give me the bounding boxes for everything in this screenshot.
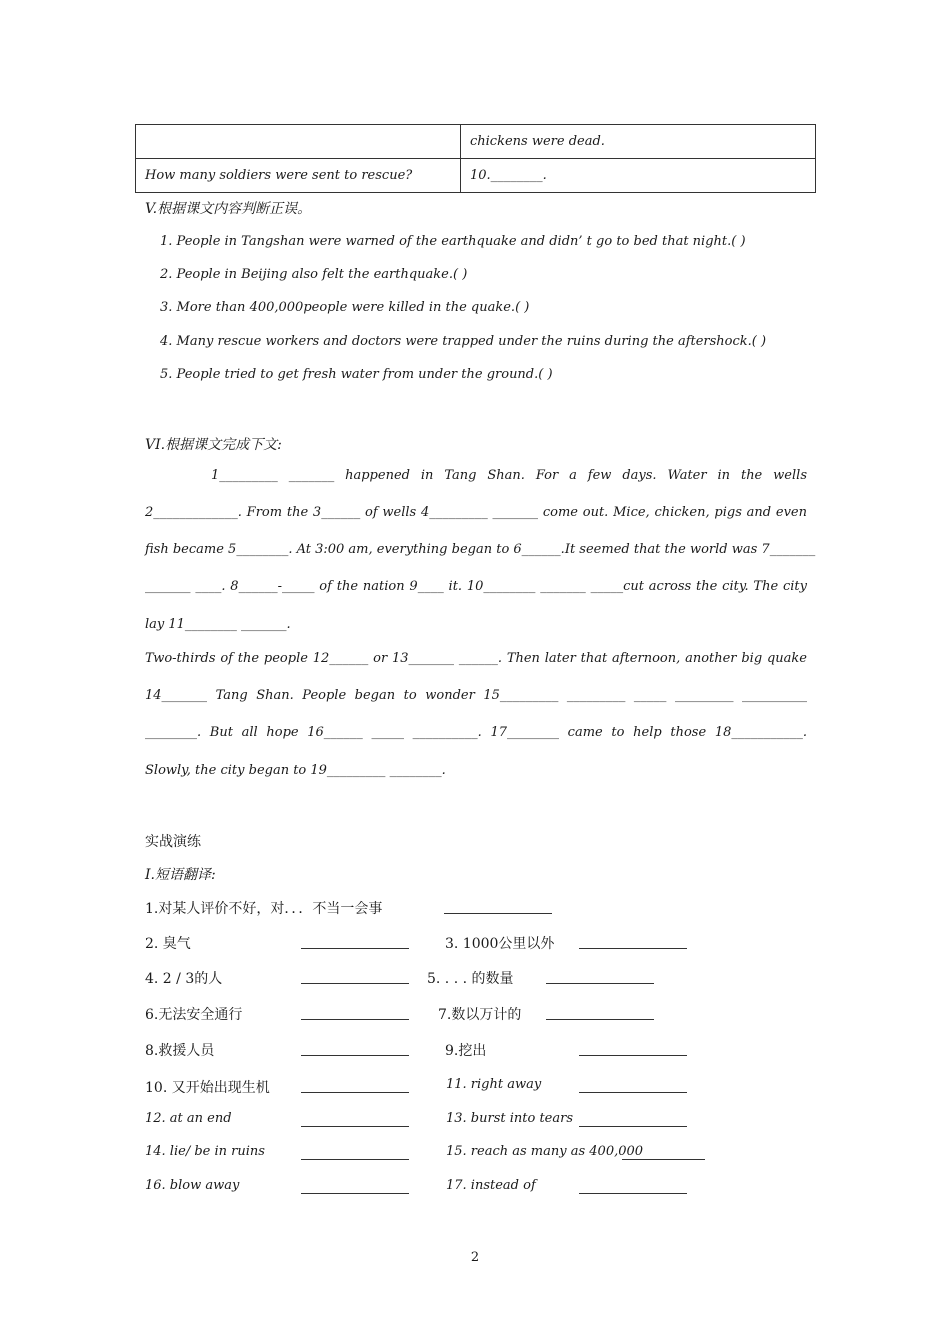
answer-blank[interactable] <box>301 948 409 949</box>
answer-blank[interactable] <box>301 1055 409 1056</box>
table-cell-answer: chickens were dead. <box>461 125 816 159</box>
cloze-line: Slowly, the city began to 19_________ ________. <box>145 763 446 778</box>
answer-blank[interactable] <box>579 1126 687 1127</box>
phrase-item: 2. 臭气 <box>145 936 191 952</box>
true-false-item: 1. People in Tangshan were warned of the earthquake and didn’ t go to bed that night.( ) <box>160 234 746 249</box>
phrase-item: 1.对某人评价不好，对．．．不当一会事 <box>145 901 383 917</box>
phrase-item: 15. reach as many as 400,000 <box>446 1144 644 1159</box>
answer-blank[interactable] <box>579 948 687 949</box>
cloze-line: ________. But all hope 16______ _____ __________. 17________ came to help those 18___________. <box>145 725 807 740</box>
info-table <box>135 124 816 193</box>
answer-blank[interactable] <box>301 1159 409 1160</box>
cloze-line: _______ ____. 8______-_____ of the nation 9____ it. 10________ _______ _____cut across the city. The city <box>145 579 807 594</box>
cloze-line: 14_______ Tang Shan. People began to wonder 15_________ _________ _____ _________ __________ <box>145 688 807 703</box>
phrase-item: 12. at an end <box>145 1111 232 1126</box>
true-false-item: 2. People in Beijing also felt the earthquake.( ) <box>160 267 468 282</box>
table-row <box>136 125 816 159</box>
phrase-item: 5. . . . 的数量 <box>427 971 514 987</box>
phrase-item: 14. lie/ be in ruins <box>145 1144 265 1159</box>
answer-blank[interactable] <box>301 1092 409 1093</box>
answer-blank[interactable] <box>301 1126 409 1127</box>
answer-blank[interactable] <box>579 1092 687 1093</box>
answer-blank[interactable] <box>546 983 654 984</box>
cloze-line: lay 11________ _______. <box>145 617 291 632</box>
answer-blank[interactable] <box>301 1193 409 1194</box>
table-cell-question: How many soldiers were sent to rescue? <box>136 159 461 193</box>
true-false-item: 5. People tried to get fresh water from under the ground.( ) <box>160 367 553 382</box>
answer-blank[interactable] <box>579 1055 687 1056</box>
answer-blank[interactable] <box>579 1193 687 1194</box>
answer-blank[interactable] <box>546 1019 654 1020</box>
phrase-item: 16. blow away <box>145 1178 240 1193</box>
true-false-item: 3. More than 400,000people were killed in the quake.( ) <box>160 300 530 315</box>
practice-subheading: I.短语翻译: <box>145 867 216 883</box>
cloze-line: fish became 5________. At 3:00 am, everything began to 6______.It seemed that the world was 7_______ <box>145 542 816 557</box>
phrase-item: 10. 又开始出现生机 <box>145 1080 270 1096</box>
phrase-item: 4. 2 / 3的人 <box>145 971 223 987</box>
phrase-item: 13. burst into tears <box>446 1111 574 1126</box>
practice-title: 实战演练 <box>145 834 201 850</box>
section-5-heading: V.根据课文内容判断正误。 <box>145 201 312 217</box>
answer-blank[interactable] <box>622 1159 705 1160</box>
table-row <box>136 159 816 193</box>
answer-blank[interactable] <box>444 913 552 914</box>
table-cell-question <box>136 125 461 159</box>
true-false-item: 4. Many rescue workers and doctors were trapped under the ruins during the aftershock.( ) <box>160 334 767 349</box>
cloze-line: Two-thirds of the people 12______ or 13_______ ______. Then later that afternoon, another big quake <box>145 651 807 666</box>
phrase-item: 9.挖出 <box>445 1043 487 1059</box>
table-cell-answer: 10.________. <box>461 159 816 193</box>
answer-blank[interactable] <box>301 1019 409 1020</box>
section-6-heading: VI.根据课文完成下文: <box>145 437 282 453</box>
page-number: 2 <box>470 1250 480 1265</box>
phrase-item: 8.救援人员 <box>145 1043 215 1059</box>
phrase-item: 11. right away <box>446 1077 542 1092</box>
answer-blank[interactable] <box>301 983 409 984</box>
phrase-item: 3. 1000公里以外 <box>445 936 555 952</box>
cloze-line: 1_________ _______ happened in Tang Shan. For a few days. Water in the wells <box>211 468 807 483</box>
phrase-item: 17. instead of <box>446 1178 536 1193</box>
cloze-line: 2_____________. From the 3______ of wells 4_________ _______ come out. Mice, chicken, pigs and even <box>145 505 807 520</box>
phrase-item: 7.数以万计的 <box>438 1007 522 1023</box>
phrase-item: 6.无法安全通行 <box>145 1007 243 1023</box>
